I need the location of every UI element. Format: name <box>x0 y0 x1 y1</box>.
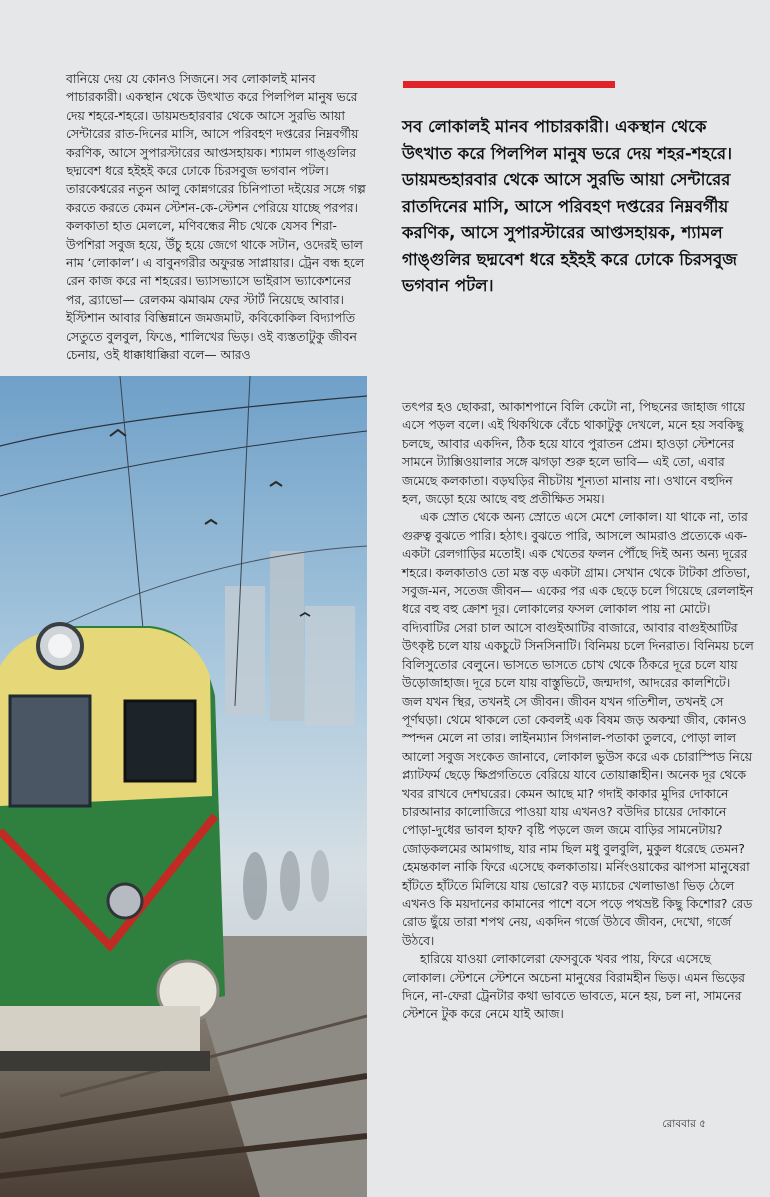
page-folio: রোববার ৫ <box>662 1118 706 1130</box>
body-paragraph: হারিয়ে যাওয়া লোকালেরা ফেসবুকে খবর পায়, ফিরে এসেছে লোকাল। স্টেশনে স্টেশনে অচেনা মানুষের বিরামহীন ভিড়। এমন ভিড়ের দিনে, না-ফেরা ট্রেনটার কথা ভাবতে ভাবতে, মনে হয়, চল না, সামনের স্টেশনে টুক করে নেমে যাই আজ। <box>402 952 745 1022</box>
train-painting <box>0 376 367 1197</box>
pull-quote: সব লোকালই মানব পাচারকারী। একস্থান থেকে উৎখাত করে পিলপিল মানুষ ভরে দেয় শহর-শহরে। ডায়মন্ডহারবার থেকে আসে সুরভি আয়া সেন্টারের রাতদিনের মাসি, আসে পরিবহণ দপ্তরের নিম্নবর্গীয় করণিক, আসে সুপারস্টারের আপ্তসহায়ক, শ্যামল গাঙ্গুলির ছদ্মবেশ ধরে হইহই করে ঢোকে চিরসবুজ ভগবান পটল। <box>402 117 738 295</box>
left-column-text <box>66 70 366 365</box>
body-paragraph: তৎপর হও ছোকরা, আকাশপানে বিলি কেটো না, পিছনের জাহাজ গায়ে এসে পড়ল বলে। এই থিকথিকে বেঁচে থাকাটুকু দেখলে, মনে হয় সবকিছু চলছে, আবার একদিন, ঠিক হয়ে যাবে পুরাতন প্রেম। হাওড়া স্টেশনের সামনে ট্যাক্সিওয়ালার সঙ্গে ঝগড়া শুরু হলে ভাবি— এই তো, এবার জমেছে কলকাতা। বড়ঘড়ির নীচটায় শূন্যতা মানায় না। ওখানে বহুদিন হল, জড়ো হয়ে আছে বহু প্রতীক্ষিত সময়। <box>402 400 745 507</box>
left-column-paragraph: বানিয়ে দেয় যে কোনও সিজনে। সব লোকালই মানব পাচারকারী। একস্থান থেকে উৎখাত করে পিলপিল মানুষ ভরে দেয় শহরে-শহরে। ডায়মন্ডহারবার থেকে আসে সুরভি আয়া সেন্টারের রাত-দিনের মাসি, আসে পরিবহণ দপ্তরের নিম্নবর্গীয় করণিক, আসে সুপারস্টারের আপ্তসহায়ক। শ্যামল গাঙ্গুলির ছদ্মবেশ ধরে হইহই করে ঢোকে চিরসবুজ ভগবান পটল। তারকেশ্বরের নতুন আলু কোন্নগরের চিনিপাতা দইয়ের সঙ্গে গল্প করতে করতে কেমন স্টেশন-কে-স্টেশন পেরিয়ে যাচ্ছে পরপর। কলকাতা হাত মেললে, মণিবন্ধের নীচ থেকে যেসব শিরা-উপশিরা সবুজ হয়ে, উঁচু হয়ে জেগে থাকে সটান, ওদেরই ভাল নাম ‘লোকাল’। এ বাবুনগরীর অফুরন্ত সাপ্লায়ার। ট্রেন বন্ধ হলে রেন কাজ করে না শহরের। ভ্যাসভ্যাসে ভাইরাস ভ্যাকেশনের পর, ব্র্যাভো— রেলকম ঝমাঝম ফের স্টার্ট নিয়েছে আবার। ইস্টিশান আবার বিম্ভিন্নানে জমজমাট, কবিকোকিল বিদ্যাপতি সেতুতে বুলবুল, ফিঙে, শালিখের ভিড়। ওই ব্যস্ততাটুকু জীবন চেনায়, ওই ধাক্কাধাক্কিরা বলে— আরও <box>66 72 366 363</box>
body-paragraph: এক স্রোত থেকে অন্য স্রোতে এসে মেশে লোকাল। যা থাকে না, তার গুরুত্ব বুঝতে পারি। হঠাৎ। বুঝতে পারি, আসলে আমরাও প্রত্যেকে এক-একটা রেলগাড়ির মতোই। এক খেতের ফলন পৌঁছে দিই অন্য অন্য দূরের শহরে। কলকাতাও তো মস্ত বড় একটা গ্রাম। সেখান থেকে টাটকা প্রতিভা, সবুজ-মন, সতেজ জীবন— একের পর এক ছেড়ে চলে গিয়েছে রেললাইন ধরে বহু বহু ক্রোশ দূর। লোকালের ফসল লোকাল পায় না মোটে। বদ্যিবাটির সেরা চাল আসে বাগুইআটির বাজারে, আবার বাগুইআটির উৎকৃষ্ট চলে যায় একচুটে সিনসিনাটি। বিনিময় চলে দিনরাত। বিনিময় চলে বিলিসুতোর বেলুনে। ভাসতে ভাসতে চোখ থেকে ঠিকরে দূরে চলে যায় উড়োজাহাজ। দূরে চলে যায় বাস্তুভিটে, জন্মদাগ, আদরের কালশিটে। জল যখন স্থির, তখনই সে জীবন। জীবন যখন গতিশীল, তখনই সে পূর্ণঘড়া। থেমে থাকলে তো কেবলই এক বিষম জড় অকম্মা জীব, কোনও স্পন্দন মেলে না তার। লাইনম্যান সিগনাল-পতাকা তুলবে, পোড়া লাল আলো সবুজ সংকেত জানাবে, লোকাল ভুউস করে এক চোরাস্পিড নিয়ে প্ল্যাটফর্ম ছেড়ে ক্ষিপ্রগতিতে বেরিয়ে যাবে তোয়াক্কাহীন। অনেক দূর থেকে খবর রাখবে দেশঘরের। কেমন আছে মা? গদাই কাকার মুদির দোকানে চারআনার কালোজিরে পাওয়া যায় এখনও? বউদির চায়ের দোকানে পোড়া-দুধের ভাবল হাফ? বৃষ্টি পড়লে জল জমে বাড়ির সামনেটায়? জোড়কলমের আমগাছ, যার নাম ছিল মধু বুলবুলি, মুকুল ধরেছে তেমন? হেমন্তকাল নাকি ফিরে এসেছে কলকাতায়। মর্নিংওয়াকের ঝাপসা মানুষেরা হাঁটতে হাঁটতে মিলিয়ে যায় ভোরে? বড় ম্যাচের খেলাভাঙা ভিড় ঠেলে এখনও কি ময়দানের কামানের পাশে বসে পড়ে পথভ্রষ্ট কিছু কিশোর? রেড রোড ছুঁয়ে তারা শপথ নেয়, একদিন গর্জে উঠবে জীবন, দেখো, গর্জে উঠবে। <box>402 510 754 948</box>
pull-quote-accent-bar <box>403 81 615 88</box>
right-column-text <box>402 398 754 1024</box>
